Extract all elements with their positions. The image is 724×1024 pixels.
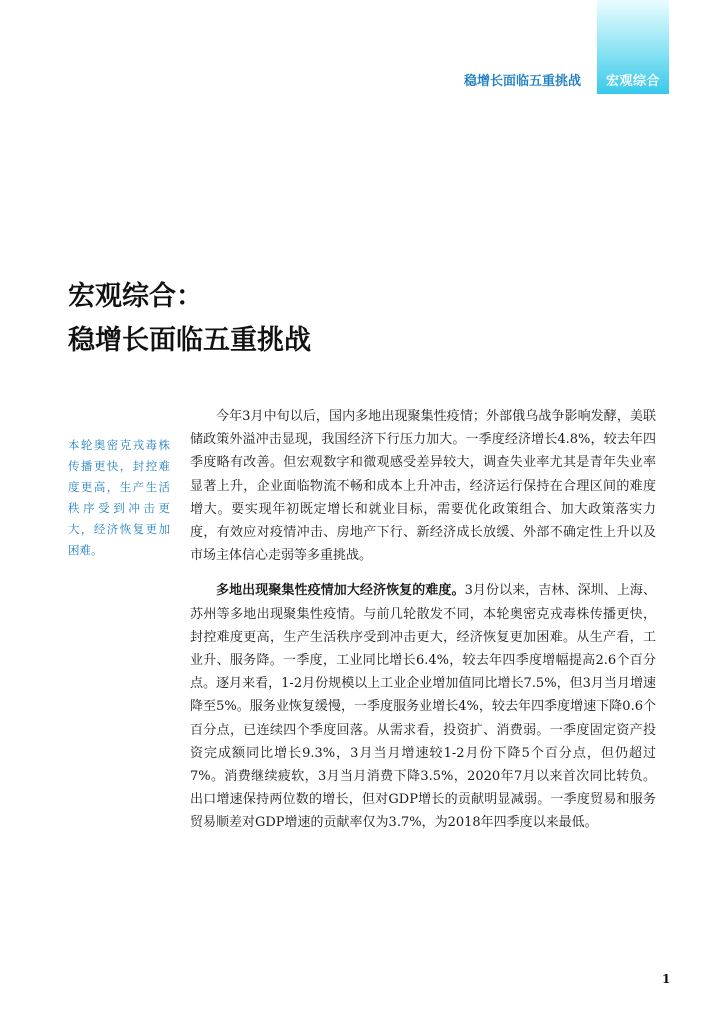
sidebar-pull-quote: 本轮奥密克戎毒株传播更快，封控难度更高，生产生活秩序受到冲击更大，经济恢复更加困难。 bbox=[68, 438, 170, 557]
header-section-tab bbox=[597, 0, 669, 94]
paragraph-2-text: 3月份以来，吉林、深圳、上海、苏州等多地出现聚集性疫情。与前几轮散发不同，本轮奥密克戎毒株传播更快，封控难度更高，生产生活秩序受到冲击更大，经济恢复更加困难。从生产看，工业升、服务降。一季度，工业同比增长6.4%，较去年四季度增幅提高2.6个百分点。逐月来看，1-2月份规模以上工业企业增加值同比增长7.5%，但3月当月增速降至5%。服务业恢复缓慢，一季度服务业增长4%，较去年四季度增速下降0.6个百分点，已连续四个季度回落。从需求看，投资扩、消费弱。一季度固定资产投资完成额同比增长9.3%，3月当月增速较1-2月份下降5个百分点，但仍超过7%。消费继续疲软，3月当月消费下降3.5%，2020年7月以来首次同比转负。出口增速保持两位数的增长，但对GDP增长的贡献明显减弱。一季度贸易和服务贸易顺差对GDP增速的贡献率仅为3.7%，为2018年四季度以来最低。 bbox=[190, 583, 656, 831]
page-title bbox=[68, 275, 311, 363]
paragraph-1: 今年3月中旬以后，国内多地出现聚集性疫情；外部俄乌战争影响发酵，美联储政策外溢冲击显现，我国经济下行压力加大。一季度经济增长4.8%，较去年四季度略有改善。但宏观数字和微观感受差异较大，调查失业率尤其是青年失业率显著上升，企业面临物流不畅和成本上升冲击，经济运行保持在合理区间的难度增大。要实现年初既定增长和就业目标，需要优化政策组合、加大政策落实力度，有效应对疫情冲击、房地产下行、新经济成长放缓、外部不确定性上升以及市场主体信心走弱等多重挑战。 bbox=[190, 409, 656, 564]
header-section-label: 宏观综合 bbox=[605, 74, 660, 89]
paragraph-2 bbox=[190, 579, 656, 834]
page-title-line-1: 宏观综合： bbox=[68, 281, 203, 312]
page-title-line-2: 稳增长面临五重挑战 bbox=[68, 325, 311, 356]
header-running-title: 稳增长面临五重挑战 bbox=[463, 74, 581, 89]
paragraph-2-lead: 多地出现聚集性疫情加大经济恢复的难度。 bbox=[216, 583, 465, 599]
article-body bbox=[190, 405, 656, 835]
page-number: 1 bbox=[662, 972, 671, 986]
